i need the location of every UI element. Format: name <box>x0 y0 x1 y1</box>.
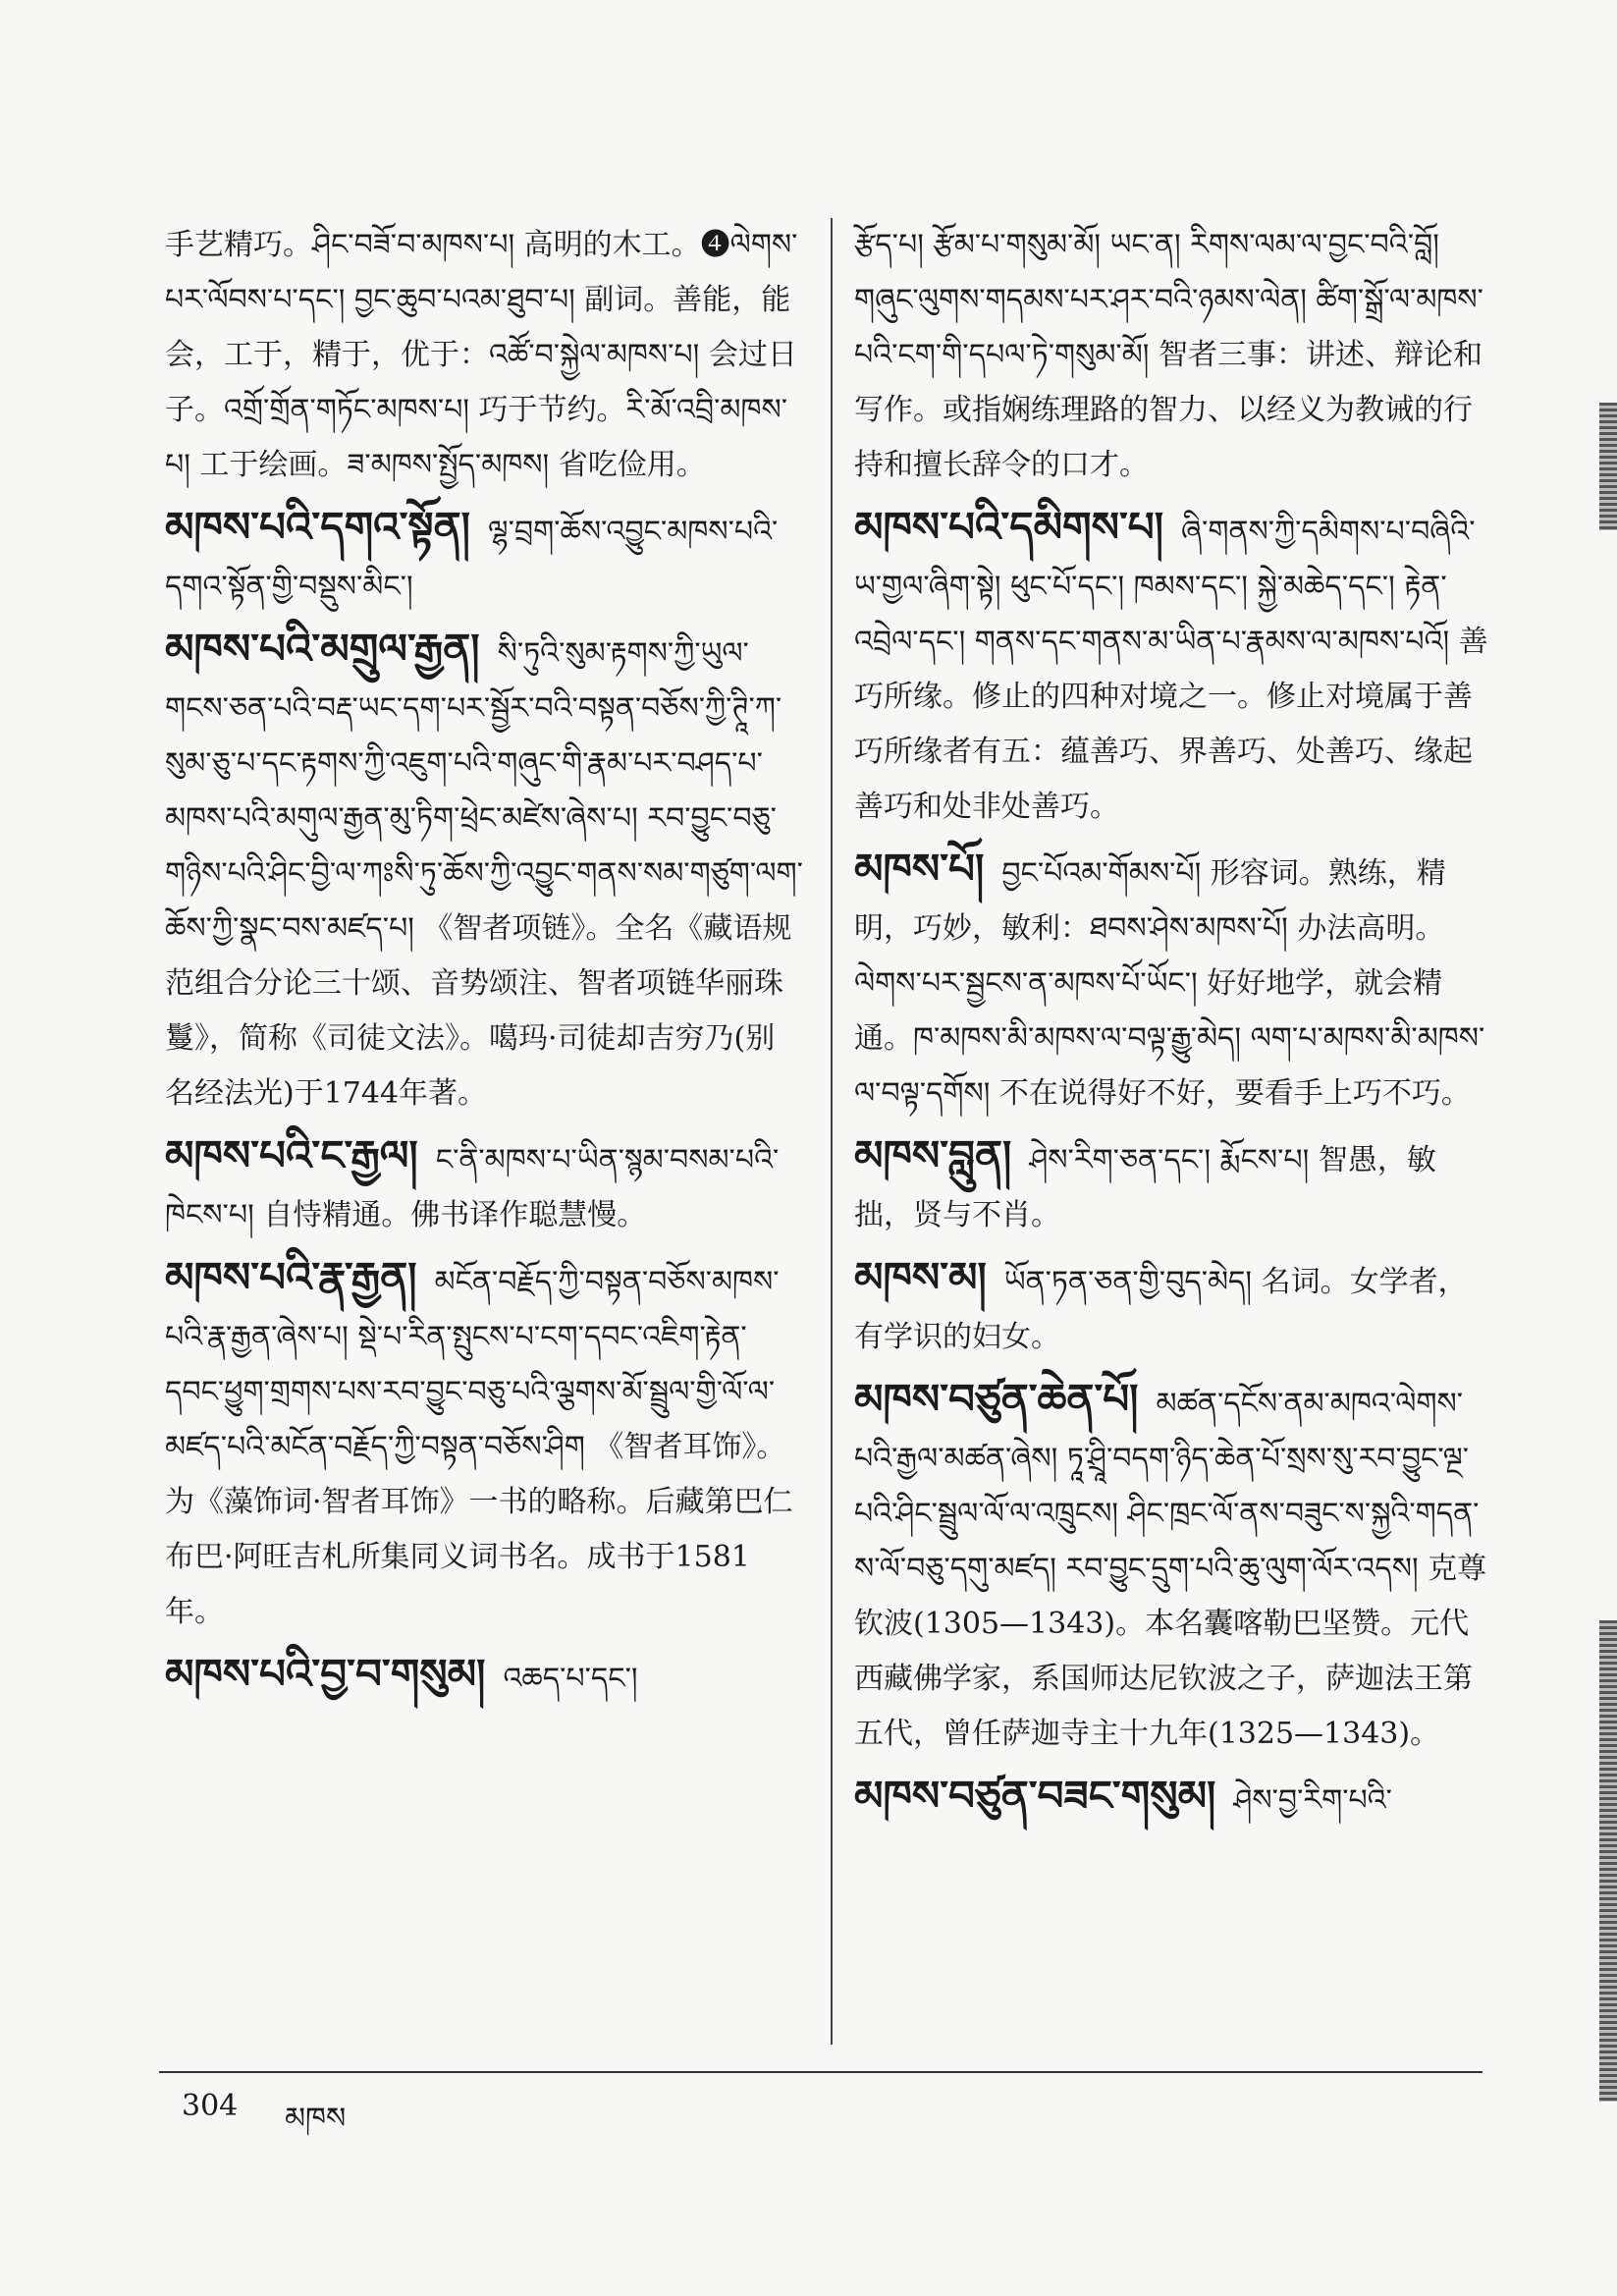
entry <box>165 1127 803 1243</box>
entry <box>854 1371 1492 1762</box>
entry-headword: མཁས་པའི་དམིགས་པ། <box>854 503 1164 551</box>
entry-text: མཚན་དངོས་ནམ་མཁའ་ལེགས་པའི་རྒྱལ་མཚན་ཞེས། ཏཱ་ཤྲཱི་བདག་ཉིད་ཆེན་པོ་སྲས་སུ་རབ་བྱུང་ལྔ་པའི་ཤིང་སྦྲུལ་ལོ་ལ་འཁྲུངས། ཤིང་ཁྲང་ལོ་ནས་བཟུང་ས་སྐྱའི་གདན་ས་ལོ་བཅུ་དགུ་མཛད། རབ་བྱུང་དྲུག་པའི་ཆུ་ལུག་ལོར་འདས། 克尊钦波(1305—1343)。本名囊喀勒巴坚赞。元代西藏佛学家，系国师达尼钦波之子，萨迦法王第五代，曾任萨迦寺主十九年(1325—1343)。 <box>854 1387 1487 1751</box>
entry-text: 手艺精巧。ཤིང་བཟོ་བ་མཁས་པ། 高明的木工。❹ལེགས་པར་ལོབས་པ་དང་། བྱང་ཆུབ་པའམ་ཐུབ་པ། 副词。善能，能会，工于，精于，优于：འཚོ་བ་སྐྱེལ་མཁས་པ། 会过日子。འགྲོ་གྲོན་གཏོང་མཁས་པ། 巧于节约。རི་མོ་འབྲི་མཁས་པ། 工于绘画。ཟ་མཁས་སྤྱོད་མཁས། 省吃俭用。 <box>165 228 798 482</box>
entry-continuation <box>165 218 803 493</box>
entry <box>165 621 803 1121</box>
page-edge-mark <box>1599 403 1617 530</box>
footer-rule <box>159 2071 1482 2073</box>
entry-text: འཆད་པ་དང་། <box>503 1662 638 1696</box>
right-column <box>854 218 1492 1834</box>
entry <box>854 1768 1492 1829</box>
page-number: 304 <box>182 2089 239 2123</box>
entry <box>165 1249 803 1640</box>
entry-continuation <box>854 218 1492 493</box>
entry <box>854 1249 1492 1365</box>
entry-headword: མཁས་བཙུན་བཟང་གསུམ། <box>854 1772 1216 1820</box>
entry-text: བྱང་པོའམ་གོམས་པོ། 形容词。熟练，精明，巧妙，敏利：ཐབས་ཤེས་མཁས་པོ། 办法高明。ལེགས་པར་སྦྱངས་ན་མཁས་པོ་ཡོང་། 好好地学，就会精通。ཁ་མཁས་མི་མཁས་ལ་བལྟ་རྒྱུ་མེད། ལག་པ་མཁས་མི་མཁས་ལ་བལྟ་དགོས། 不在说得好不好，要看手上巧不巧。 <box>854 856 1485 1111</box>
entry-headword: མཁས་པའི་མགྲུལ་རྒྱན། <box>165 625 480 673</box>
entry-headword: མཁས་པའི་དགའ་སྟོན། <box>165 503 471 551</box>
page-edge-mark <box>1599 1620 1617 2102</box>
entry-text: ཡོན་ཏན་ཅན་གྱི་བུད་མེད། 名词。女学者，有学识的妇女。 <box>854 1265 1468 1354</box>
entry-headword: མཁས་པའི་རྣ་རྒྱན། <box>165 1253 417 1301</box>
entry-text: ང་ནི་མཁས་པ་ཡིན་སྙམ་བསམ་པའི་ཁེངས་པ། 自恃精通。佛书译作聪慧慢。 <box>165 1143 780 1232</box>
entry-text: ཞི་གནས་ཀྱི་དམིགས་པ་བཞིའི་ཡ་གྱལ་ཞིག་སྟེ། ཕུང་པོ་དང་། ཁམས་དང་། སྐྱེ་མཆེད་དང་། རྟེན་འབྲེལ་དང་། གནས་དང་གནས་མ་ཡིན་པ་རྣམས་ལ་མཁས་པའོ། 善巧所缘。修止的四种对境之一。修止对境属于善巧所缘者有五：蕴善巧、界善巧、处善巧、缘起善巧和处非处善巧。 <box>854 515 1488 824</box>
entry-headword: མཁས་བླུན། <box>854 1131 1012 1179</box>
entry-headword: མཁས་པའི་བྱ་བ་གསུམ། <box>165 1650 486 1698</box>
entry-text: ཤེས་བྱ་རིག་པའི་ <box>1233 1783 1392 1818</box>
entry <box>854 499 1492 835</box>
entry-text: སི་ཏུའི་སུམ་རྟགས་ཀྱི་ཡུལ་གངས་ཅན་པའི་བརྡ་ཡང་དག་པར་སྦྱོར་བའི་བསྟན་བཅོས་ཀྱི་ཊཱི་ཀ་སུམ་ཅུ་པ་དང་རྟགས་ཀྱི་འཇུག་པའི་གཞུང་གི་རྣམ་པར་བཤད་པ་མཁས་པའི་མགུལ་རྒྱན་མུ་ཏིག་ཕྲེང་མཛེས་ཞེས་པ། རབ་བྱུང་བཅུ་གཉིས་པའི་ཤིང་བྱི་ལ་ཀཿསི་ཏུ་ཆོས་ཀྱི་འབྱུང་གནས་སམ་གཙུག་ལག་ཆོས་ཀྱི་སྣང་བས་མཛད་པ། 《智者项链》。全名《藏语规范组合分论三十颂、音势颂注、智者项链华丽珠鬘》，简称《司徒文法》。噶玛·司徒却吉穷乃(别名经法光)于1744年著。 <box>165 636 803 1111</box>
left-column <box>165 218 803 1713</box>
entry <box>165 1646 803 1707</box>
entry-text: རྩོད་པ། རྩོམ་པ་གསུམ་མོ། ཡང་ན། རིགས་ལམ་ལ་བྱང་བའི་བློ། གཞུང་ལུགས་གདམས་པར་ཤར་བའི་ཉམས་ལེན། ཚིག་སྒྲོ་ལ་མཁས་པའི་ངག་གི་དཔལ་ཏེ་གསུམ་མོ། 智者三事：讲述、辩论和写作。或指娴练理路的智力、以经义为教诫的行持和擅长辞令的口才。 <box>854 228 1483 482</box>
entry <box>854 1127 1492 1243</box>
entry <box>165 499 803 615</box>
entry-headword: མཁས་མ། <box>854 1253 987 1301</box>
column-divider <box>831 218 833 2045</box>
entry-text: མངོན་བརྗོད་ཀྱི་བསྟན་བཅོས་མཁས་པའི་རྣ་རྒྱན་ཞེས་པ། སྡེ་པ་རིན་སྤུངས་པ་ངག་དབང་འཇིག་རྟེན་དབང་ཕྱུག་གྲགས་པས་རབ་བྱུང་བཅུ་པའི་ལྕགས་མོ་སྦྲུལ་གྱི་ལོ་ལ་མཛད་པའི་མངོན་བརྗོད་ཀྱི་བསྟན་བཅོས་ཤིག 《智者耳饰》。为《藻饰词·智者耳饰》一书的略称。后藏第巴仁布巴·阿旺吉札所集同义词书名。成书于1581年。 <box>165 1265 793 1629</box>
entry <box>854 841 1492 1121</box>
entry-headword: མཁས་པོ། <box>854 845 985 893</box>
running-head: མཁས <box>285 2102 347 2136</box>
entry-text: ཤེས་རིག་ཅན་དང་། རྨོངས་པ། 智愚，敏拙，贤与不肖。 <box>854 1143 1436 1232</box>
entry-text: ལྷ་བྲག་ཆོས་འབྱུང་མཁས་པའི་དགའ་སྟོན་གྱི་བསྡུས་མིང་། <box>165 515 779 604</box>
entry-headword: མཁས་བཙུན་ཆེན་པོ། <box>854 1375 1139 1423</box>
entry-headword: མཁས་པའི་ང་རྒྱལ། <box>165 1131 418 1179</box>
